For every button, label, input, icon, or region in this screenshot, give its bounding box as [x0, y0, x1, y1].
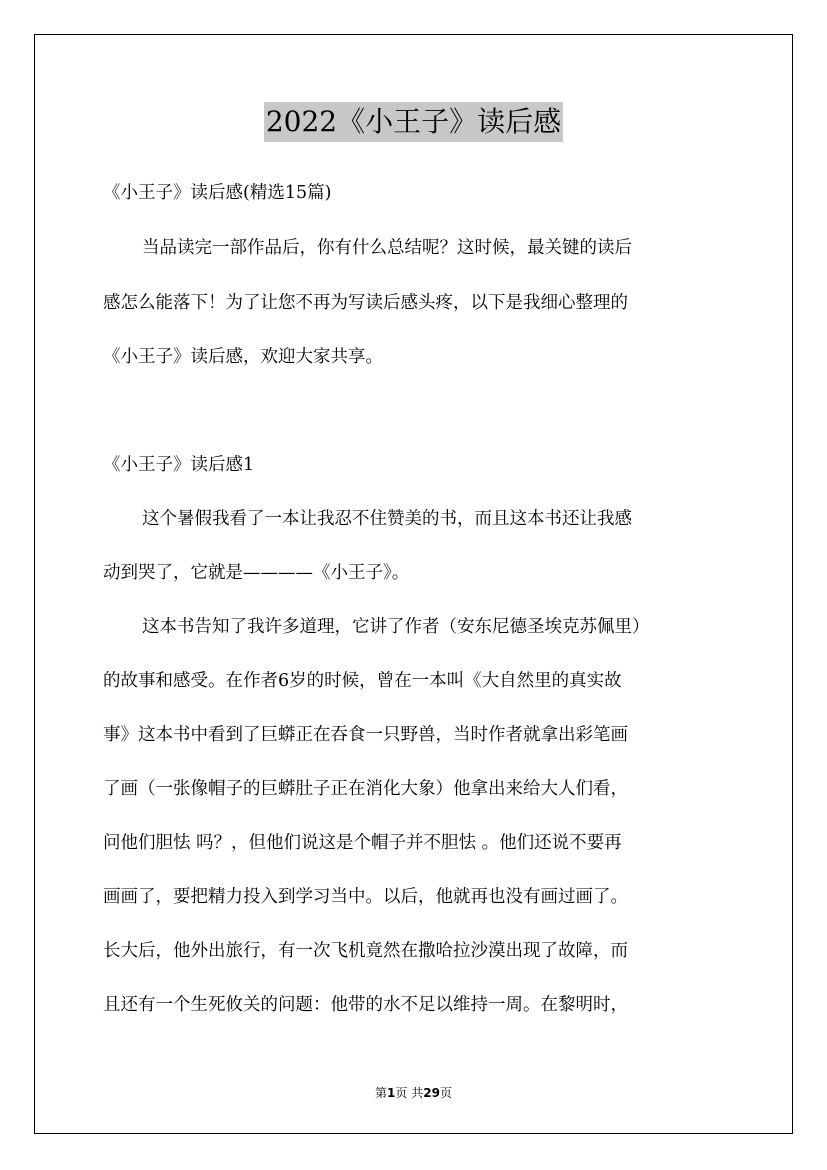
- para2-line-5: 问他们胆怯 吗？，但他们说这是个帽子并不胆怯 。他们还说不要再: [103, 833, 622, 853]
- para2-line-2: 的故事和感受。在作者6岁的时候，曾在一本叫《大自然里的真实故: [103, 671, 622, 691]
- para1-line-1: 这个暑假我看了一本让我忍不住赞美的书，而且这本书还让我感: [142, 509, 632, 529]
- page-footer: [0, 1084, 827, 1101]
- footer-suffix: 页: [439, 1086, 452, 1100]
- para2-line-4: 了画（一张像帽子的巨蟒肚子正在消化大象）他拿出来给大人们看，: [103, 779, 628, 799]
- footer-prefix: 第: [375, 1086, 388, 1100]
- para2-line-3: 事》这本书中看到了巨蟒正在吞食一只野兽，当时作者就拿出彩笔画: [103, 725, 628, 745]
- para2-line-8: 且还有一个生死攸关的问题：他带的水不足以维持一周。在黎明时，: [103, 995, 628, 1015]
- footer-mid: 页 共: [395, 1086, 424, 1100]
- footer-current-page: 1: [387, 1086, 396, 1100]
- para2-line-1: 这本书告知了我许多道理，它讲了作者（安东尼德圣埃克苏佩里）: [142, 617, 650, 637]
- title-container: [0, 102, 827, 142]
- footer-total-pages: 29: [423, 1086, 440, 1100]
- intro-line-2: 感怎么能落下！为了让您不再为写读后感头疼，以下是我细心整理的: [103, 293, 628, 313]
- subtitle: 《小王子》读后感(精选15篇): [103, 183, 332, 203]
- para2-line-7: 长大后，他外出旅行，有一次飞机竟然在撒哈拉沙漠出现了故障，而: [103, 941, 628, 961]
- intro-line-1: 当品读完一部作品后，你有什么总结呢？这时候，最关键的读后: [142, 238, 632, 258]
- section-heading: 《小王子》读后感1: [103, 455, 255, 475]
- para1-line-2: 动到哭了，它就是————《小王子》。: [103, 563, 410, 583]
- document-title: 2022《小王子》读后感: [264, 102, 563, 142]
- intro-line-3: 《小王子》读后感，欢迎大家共享。: [103, 347, 383, 367]
- para2-line-6: 画画了，要把精力投入到学习当中。以后，他就再也没有画过画了。: [103, 887, 628, 907]
